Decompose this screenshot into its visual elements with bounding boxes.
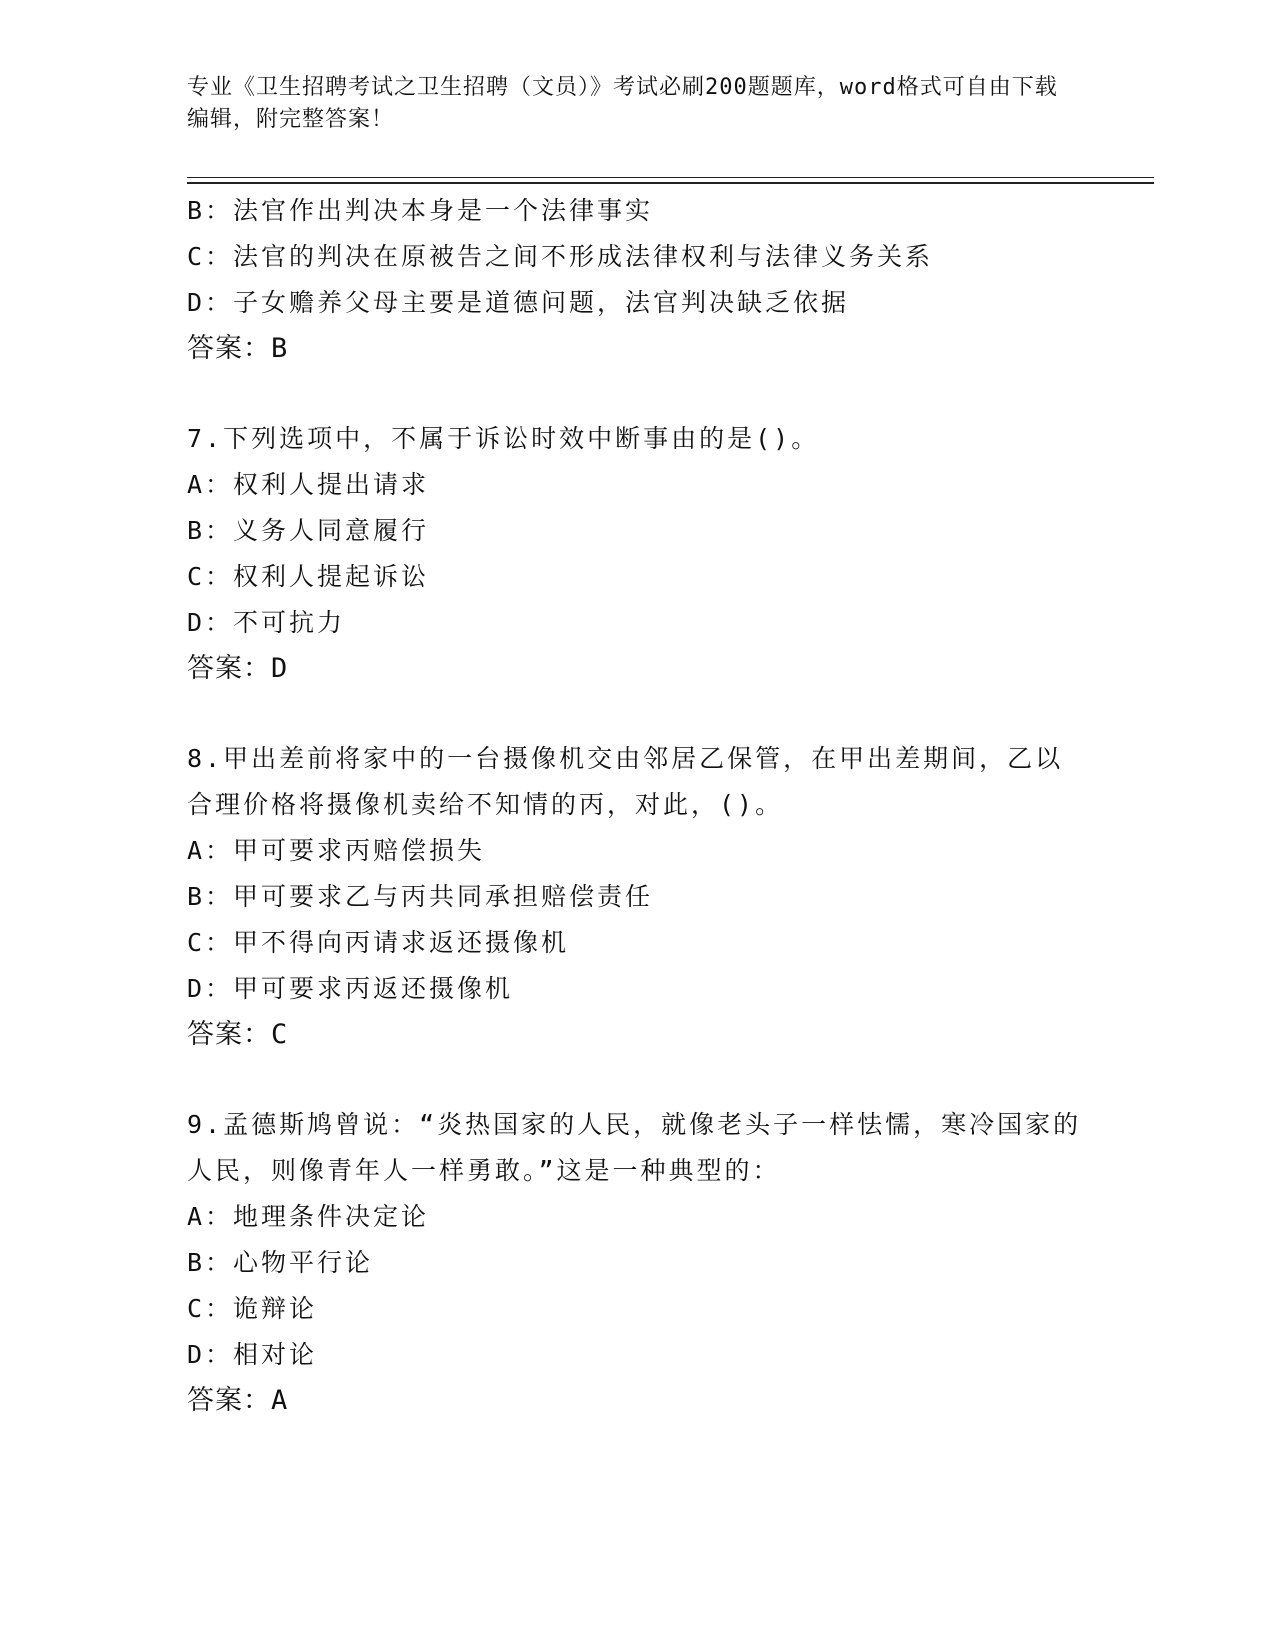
header-divider-thick bbox=[187, 182, 1154, 184]
option-a: A：甲可要求丙赔偿损失 bbox=[187, 836, 486, 865]
question-stem: 7.下列选项中，不属于诉讼时效中断事由的是()。 bbox=[187, 424, 820, 453]
answer: 答案：D bbox=[187, 653, 289, 684]
question-list bbox=[187, 188, 1087, 1424]
question-8 bbox=[187, 736, 1087, 1058]
question-6-tail bbox=[187, 188, 1087, 372]
question-stem: 8.甲出差前将家中的一台摄像机交由邻居乙保管，在甲出差期间，乙以合理价格将摄像机卖给不知情的丙，对此，()。 bbox=[187, 744, 1064, 819]
option-b: B：心物平行论 bbox=[187, 1248, 374, 1277]
option-b: B：甲可要求乙与丙共同承担赔偿责任 bbox=[187, 882, 654, 911]
header-divider-thin bbox=[187, 177, 1154, 178]
document-header: 专业《卫生招聘考试之卫生招聘（文员）》考试必刷200题题库，word格式可自由下载编辑，附完整答案！ bbox=[187, 75, 1058, 132]
option-c: C：法官的判决在原被告之间不形成法律权利与法律义务关系 bbox=[187, 242, 934, 271]
answer: 答案：A bbox=[187, 1385, 289, 1416]
option-c: C：权利人提起诉讼 bbox=[187, 562, 430, 591]
option-c: C：诡辩论 bbox=[187, 1294, 318, 1323]
option-d: D：子女赡养父母主要是道德问题，法官判决缺乏依据 bbox=[187, 288, 850, 317]
option-d: D：甲可要求丙返还摄像机 bbox=[187, 974, 514, 1003]
option-b: B：法官作出判决本身是一个法律事实 bbox=[187, 196, 654, 225]
answer: 答案：B bbox=[187, 333, 289, 364]
option-b: B：义务人同意履行 bbox=[187, 516, 430, 545]
question-9 bbox=[187, 1102, 1087, 1424]
question-stem: 9.孟德斯鸠曾说：“炎热国家的人民，就像老头子一样怯懦，寒冷国家的人民，则像青年人一样勇敢。”这是一种典型的： bbox=[187, 1110, 1082, 1185]
option-d: D：不可抗力 bbox=[187, 608, 346, 637]
answer: 答案：C bbox=[187, 1019, 289, 1050]
option-d: D：相对论 bbox=[187, 1340, 318, 1369]
option-a: A：权利人提出请求 bbox=[187, 470, 430, 499]
option-c: C：甲不得向丙请求返还摄像机 bbox=[187, 928, 570, 957]
option-a: A：地理条件决定论 bbox=[187, 1202, 430, 1231]
question-7 bbox=[187, 416, 1087, 692]
